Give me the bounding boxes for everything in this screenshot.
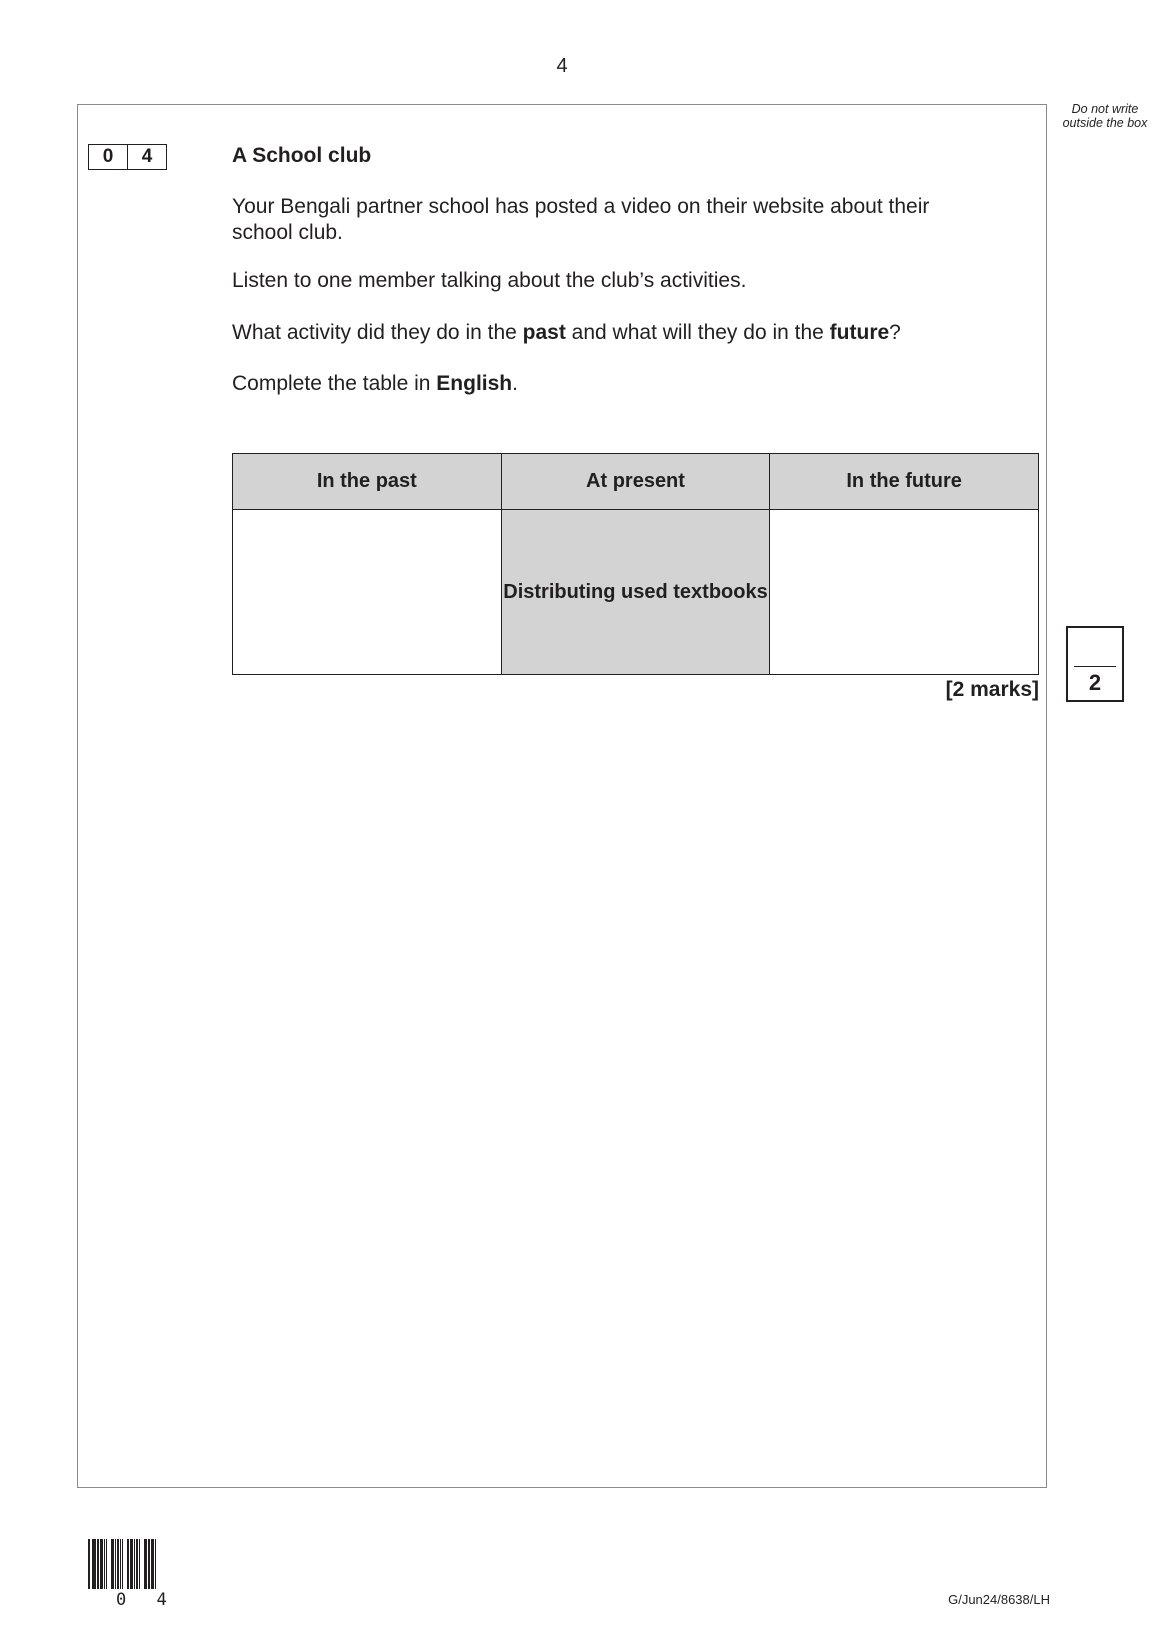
page-number: 4: [556, 55, 568, 77]
barcode-bar: [88, 1539, 90, 1589]
intro-paragraph: Your Bengali partner school has posted a video on their website about their school club.: [232, 195, 930, 244]
header-in-the-past: In the past: [233, 454, 502, 510]
header-in-the-future: In the future: [770, 454, 1039, 510]
answer-frame: [77, 104, 1047, 1488]
barcode-bar: [151, 1539, 154, 1589]
barcode-bar: [139, 1539, 140, 1589]
barcode-bar: [144, 1539, 147, 1589]
question-number-digit: 4: [127, 145, 166, 169]
question-prompt: [232, 320, 972, 346]
barcode-bar: [136, 1539, 138, 1589]
listen-instruction: Listen to one member talking about the club’s activities.: [232, 269, 747, 292]
barcode-bar: [120, 1539, 121, 1589]
emphasis-past: past: [522, 321, 566, 344]
footer-paper-code: G/Jun24/8638/LH: [948, 1592, 1050, 1607]
mark-entry-line: [1074, 666, 1116, 667]
barcode-bar: [148, 1539, 150, 1589]
question-number-box: [88, 144, 167, 170]
barcode-bar: [111, 1539, 114, 1589]
table-header-row: [233, 454, 1039, 510]
barcode-bar: [100, 1539, 103, 1589]
barcode-bar: [127, 1539, 129, 1589]
barcode-bar: [92, 1539, 96, 1589]
question-prompt-text: and what will they do in the: [565, 321, 830, 344]
barcode-icon: [88, 1539, 156, 1589]
barcode-bar: [97, 1539, 99, 1589]
barcode-bar: [134, 1539, 135, 1589]
complete-instruction: [232, 371, 972, 397]
barcode-bar: [155, 1539, 156, 1589]
barcode-bar: [130, 1539, 133, 1589]
emphasis-english: English: [436, 372, 513, 395]
header-at-present: At present: [501, 454, 770, 510]
question-prompt-text: What activity did they do in the: [232, 321, 523, 344]
barcode-bar: [122, 1539, 123, 1589]
table-row: [233, 510, 1039, 675]
question-title: A School club: [232, 144, 372, 167]
complete-instruction-text: Complete the table in: [232, 372, 437, 395]
emphasis-future: future: [829, 321, 890, 344]
mark-box-total: 2: [1088, 670, 1102, 695]
answer-table: [232, 453, 1039, 675]
barcode-bar: [104, 1539, 105, 1589]
answer-cell-past[interactable]: [233, 510, 502, 675]
question-prompt-text: ?: [889, 321, 901, 344]
barcode-text: 0 4: [116, 1590, 177, 1610]
answer-cell-future[interactable]: [770, 510, 1039, 675]
barcode-bar: [106, 1539, 107, 1589]
given-cell-present: Distributing used textbooks: [501, 510, 770, 675]
barcode-bar: [115, 1539, 116, 1589]
question-number-digit: 0: [102, 146, 114, 167]
complete-instruction-text: .: [512, 372, 518, 395]
marks-label: [2 marks]: [945, 678, 1039, 701]
examiner-mark-box: [1066, 626, 1124, 702]
barcode-bar: [117, 1539, 119, 1589]
margin-note: Do not write outside the box: [1062, 102, 1148, 130]
